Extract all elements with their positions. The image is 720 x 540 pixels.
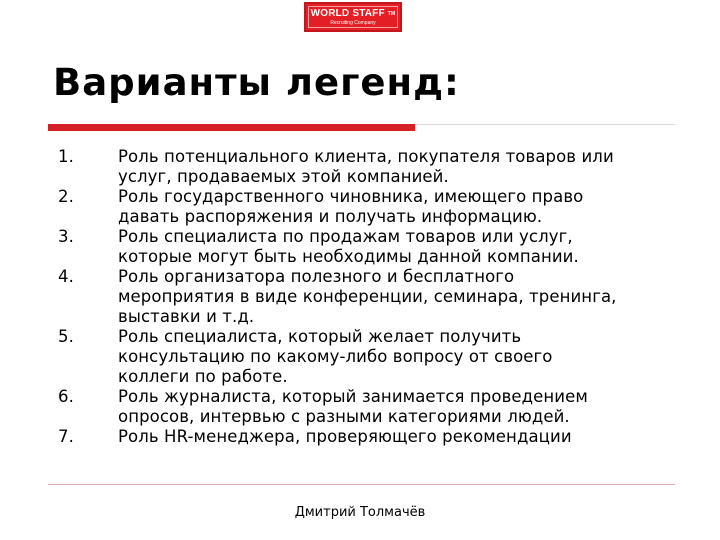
list-item bbox=[58, 147, 708, 187]
list-item-text: Роль специалиста по продажам товаров или услуг, которые могут быть необходимы данной компании. bbox=[118, 227, 579, 266]
slide-title: Варианты легенд: bbox=[53, 61, 460, 104]
list-item-number: 4. bbox=[58, 267, 74, 286]
footer-divider bbox=[48, 484, 675, 485]
list-item bbox=[58, 227, 708, 267]
list-item bbox=[58, 427, 708, 447]
world-staff-logo bbox=[304, 2, 402, 32]
logo-trademark: TM bbox=[387, 11, 396, 17]
list-item-number: 5. bbox=[58, 327, 74, 346]
list-item-text: Роль организатора полезного и бесплатного мероприятия в виде конференции, семинара, тренинга, выставки и т.д. bbox=[118, 267, 617, 326]
list-item-number: 3. bbox=[58, 227, 74, 246]
list-item-number: 2. bbox=[58, 187, 74, 206]
list-item-number: 7. bbox=[58, 427, 74, 446]
title-underline-accent bbox=[48, 124, 415, 131]
list-item-number: 6. bbox=[58, 387, 74, 406]
list-item-text: Роль журналиста, который занимается проведением опросов, интервью с разными категориями людей. bbox=[118, 387, 588, 426]
list-item-text: Роль потенциального клиента, покупателя товаров или услуг, продаваемых этой компанией. bbox=[118, 147, 614, 186]
list-item bbox=[58, 327, 708, 387]
logo-brand-text: WORLD STAFF bbox=[310, 8, 385, 19]
list-item bbox=[58, 187, 708, 227]
list-item-text: Роль HR-менеджера, проверяющего рекомендации bbox=[118, 427, 572, 446]
legend-list bbox=[58, 147, 708, 447]
list-item bbox=[58, 387, 708, 427]
logo-tagline: Recruiting Company bbox=[330, 20, 376, 26]
list-item-text: Роль специалиста, который желает получить консультацию по какому-либо вопросу от своего коллеги по работе. bbox=[118, 327, 553, 386]
list-item bbox=[58, 267, 708, 327]
list-item-text: Роль государственного чиновника, имеющего право давать распоряжения и получать информацию. bbox=[118, 187, 584, 226]
title-underline-thin bbox=[415, 124, 675, 125]
author-name: Дмитрий Толмачёв bbox=[294, 505, 426, 520]
list-item-number: 1. bbox=[58, 147, 74, 166]
